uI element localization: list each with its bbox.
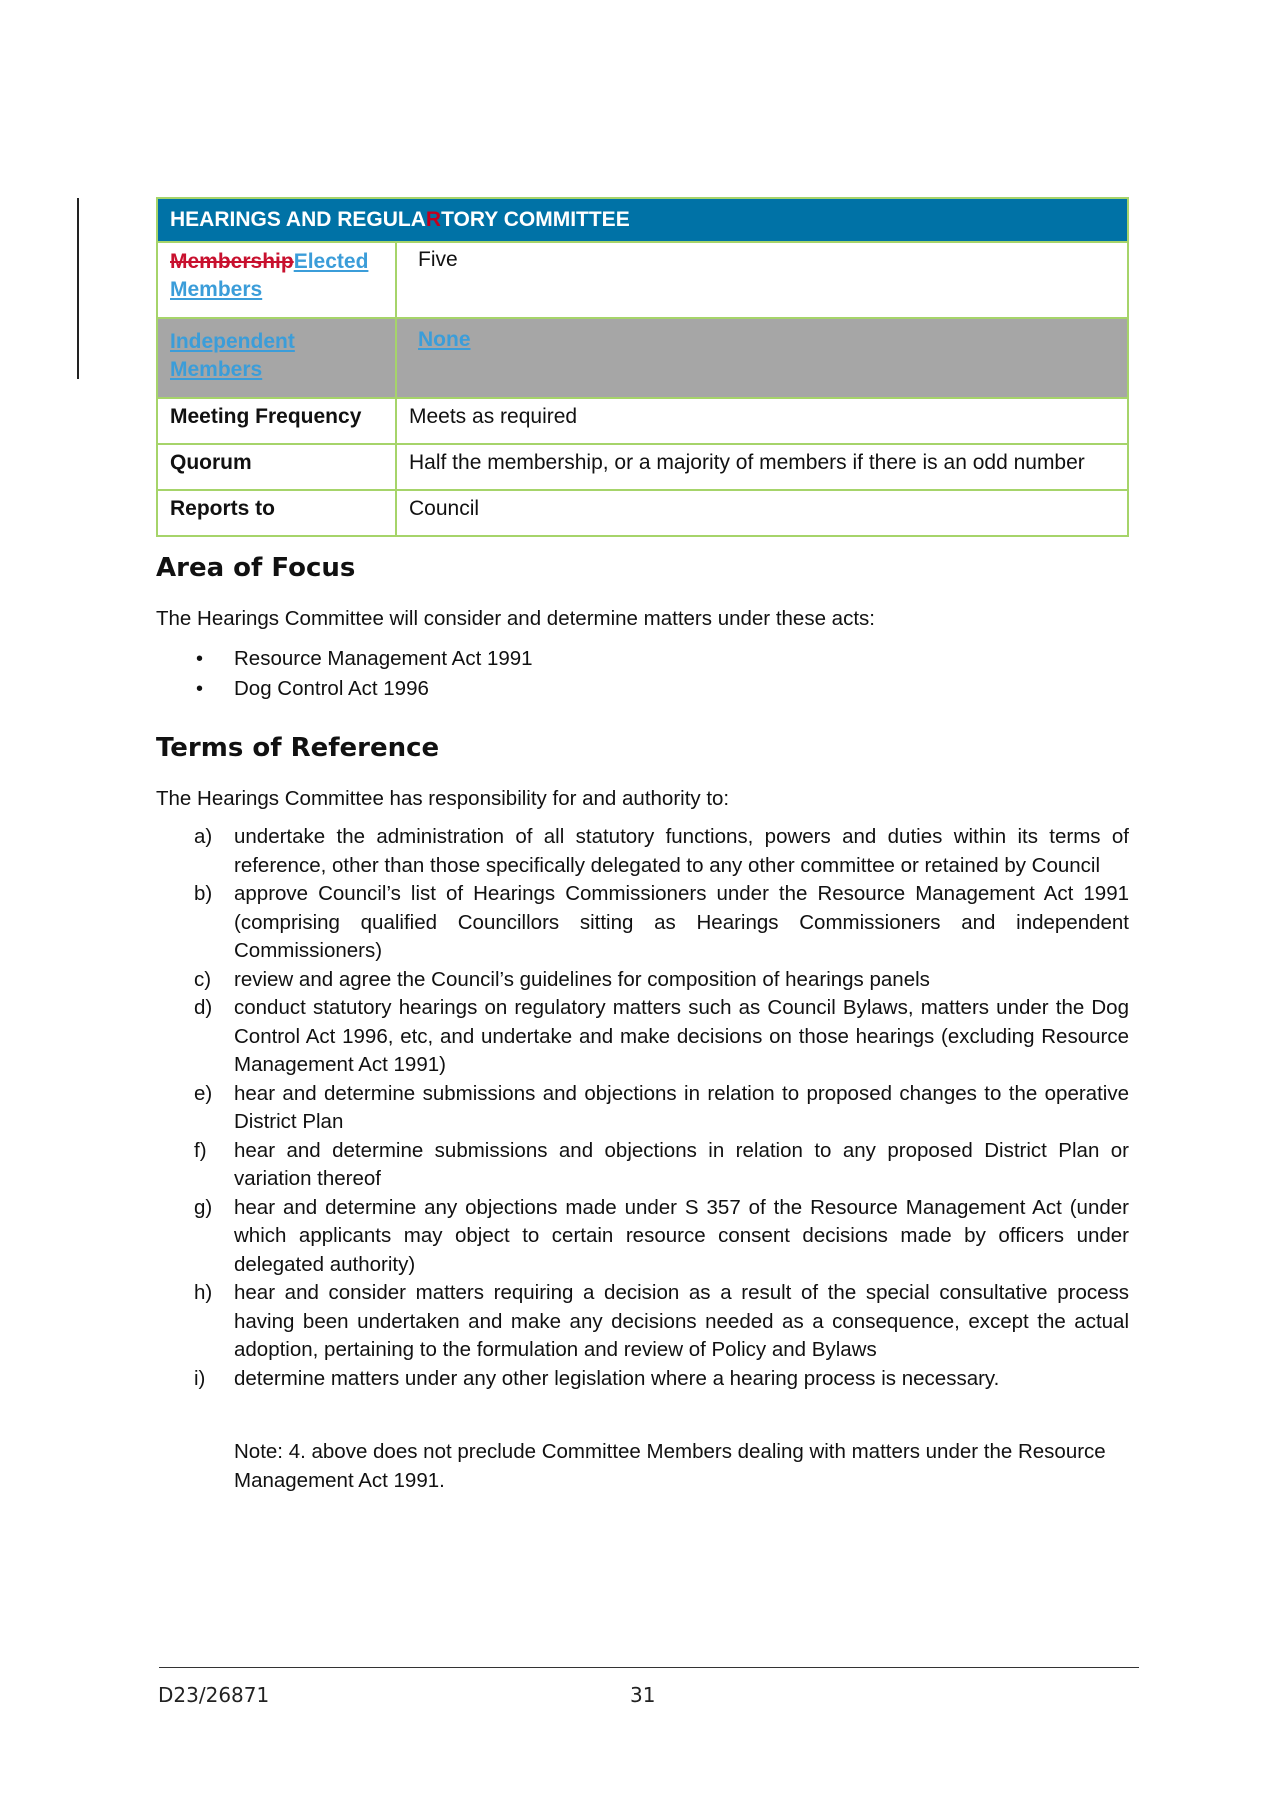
list-marker: c) <box>194 967 212 991</box>
list-marker: d) <box>194 996 213 1019</box>
elected-members-value: Five <box>396 242 1128 318</box>
terms-of-reference-list <box>156 823 1129 1393</box>
table-row-independent-members <box>157 318 1128 398</box>
table-row-elected-members <box>157 242 1128 318</box>
footer-document-reference: D23/26871 <box>158 1683 270 1707</box>
inserted-members-text: Members <box>170 278 263 301</box>
independent-members-label <box>157 318 396 398</box>
elected-members-label <box>157 242 396 318</box>
title-text-start: HEARINGS AND REGULA <box>170 208 426 231</box>
list-item-text: determine matters under any other legislation where a hearing process is necessary. <box>234 1366 1000 1390</box>
list-marker: b) <box>194 882 213 905</box>
quorum-value: Half the membership, or a majority of members if there is an odd number <box>396 444 1128 490</box>
inserted-elected-text: Elected <box>293 250 369 273</box>
deleted-membership-text: Membership <box>170 250 294 273</box>
terms-of-reference-intro: The Hearings Committee has responsibility for and authority to: <box>156 787 730 810</box>
list-marker: i) <box>194 1366 206 1390</box>
list-item <box>156 644 533 674</box>
list-item <box>156 823 1129 880</box>
list-marker: h) <box>194 1281 213 1304</box>
list-marker: g) <box>194 1195 213 1219</box>
list-item-text: conduct statutory hearings on regulatory matters such as Council Bylaws, matters under the Dog Control Act 1996, etc, and undertake and make decisions on those hearings (excluding Resource Management Act 1991) <box>234 996 1129 1076</box>
footer-page-number: 31 <box>630 1683 656 1707</box>
meeting-frequency-label: Meeting Frequency <box>157 398 396 444</box>
title-text-end: TORY COMMITTEE <box>441 208 630 231</box>
area-of-focus-intro: The Hearings Committee will consider and determine matters under these acts: <box>156 607 875 630</box>
list-marker: a) <box>194 825 213 848</box>
list-item <box>156 994 1129 1080</box>
title-inserted-letter: R <box>425 208 442 231</box>
list-item <box>156 1365 1129 1394</box>
quorum-label: Quorum <box>157 444 396 490</box>
list-item-text: review and agree the Council’s guidelines for composition of hearings panels <box>234 967 930 991</box>
list-marker: e) <box>194 1081 213 1105</box>
reports-to-value: Council <box>396 490 1128 536</box>
list-item <box>156 1194 1129 1280</box>
inserted-members-text-2: Members <box>170 358 263 381</box>
acts-list <box>156 644 533 704</box>
list-item <box>156 966 1129 995</box>
note-paragraph: Note: 4. above does not preclude Committee Members dealing with matters under the Resource Management Act 1991. <box>234 1440 1106 1492</box>
list-item <box>156 1279 1129 1365</box>
bullet-icon: • <box>196 648 204 670</box>
reports-to-label: Reports to <box>157 490 396 536</box>
inserted-none-text: None <box>418 328 471 351</box>
list-item-text: hear and determine submissions and objections in relation to proposed changes to the operative District Plan <box>234 1081 1129 1133</box>
list-item-text: approve Council’s list of Hearings Commissioners under the Resource Management Act 1991 (comprising qualified Councillors sitting as Hearings Commissioners and independent Commissioners) <box>234 882 1129 962</box>
table-row-meeting-frequency <box>157 398 1128 444</box>
revision-change-bar <box>77 198 79 379</box>
act-text: Dog Control Act 1996 <box>234 677 429 700</box>
committee-table <box>156 197 1129 537</box>
list-item <box>156 1137 1129 1194</box>
list-item-text: hear and consider matters requiring a decision as a result of the special consultative process having been undertaken and make any decisions needed as a consequence, except the actual adoption, pertaining to the formulation and review of Policy and Bylaws <box>234 1281 1129 1361</box>
list-item-text: hear and determine any objections made under S 357 of the Resource Management Act (under which applicants may object to certain resource consent decisions made by officers under delegated authority) <box>234 1195 1129 1276</box>
table-row-reports-to <box>157 490 1128 536</box>
independent-members-value <box>396 318 1128 398</box>
list-item-text: undertake the administration of all statutory functions, powers and duties within its terms of reference, other than those specifically delegated to any other committee or retained by Council <box>234 825 1129 877</box>
bullet-icon: • <box>196 678 204 700</box>
act-text: Resource Management Act 1991 <box>234 647 533 670</box>
meeting-frequency-value: Meets as required <box>396 398 1128 444</box>
inserted-independent-text: Independent <box>170 330 295 353</box>
area-of-focus-heading: Area of Focus <box>156 553 356 583</box>
table-row-quorum <box>157 444 1128 490</box>
terms-of-reference-heading: Terms of Reference <box>156 733 440 763</box>
list-item-text: hear and determine submissions and objections in relation to any proposed District Plan or variation thereof <box>234 1138 1129 1190</box>
table-title <box>157 198 1128 242</box>
footer-divider <box>159 1667 1139 1668</box>
list-marker: f) <box>194 1138 207 1162</box>
list-item <box>156 674 533 704</box>
table-header-row <box>157 198 1128 242</box>
list-item <box>156 880 1129 966</box>
list-item <box>156 1080 1129 1137</box>
